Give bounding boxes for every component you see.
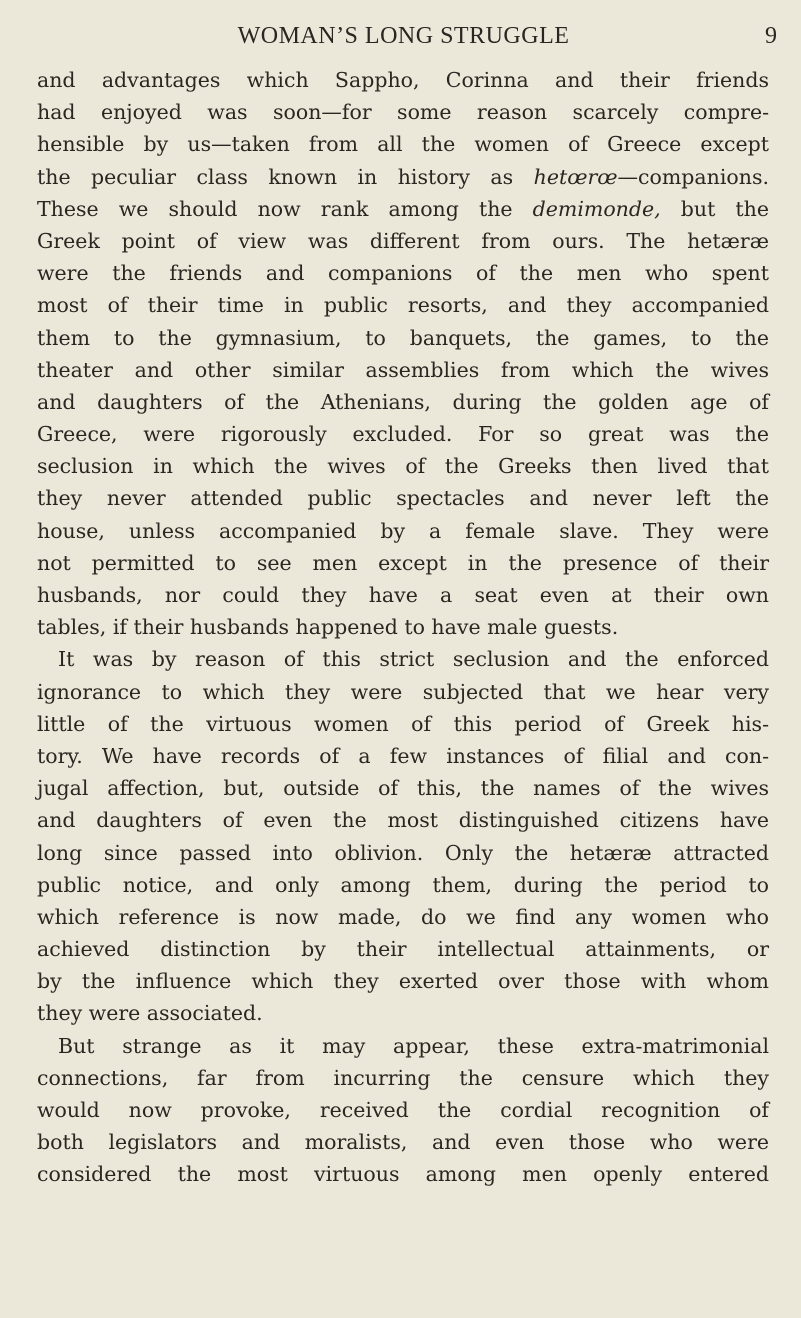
text-line: house, unless accompanied by a female slave. They were bbox=[37, 518, 769, 543]
page-number: 9 bbox=[765, 23, 777, 49]
italic-term: demimonde, bbox=[532, 196, 661, 221]
text-line: had enjoyed was soon—for some reason scarcely compre- bbox=[37, 100, 769, 125]
text-line: and daughters of the Athenians, during the golden age of bbox=[37, 389, 769, 414]
text-line: Greek point of view was different from ours. The hetæræ bbox=[37, 228, 769, 253]
text-line: both legislators and moralists, and even those who were bbox=[37, 1130, 769, 1155]
text-line: the peculiar class known in history as hetœrœ—companions. bbox=[37, 164, 769, 189]
text-line: and advantages which Sappho, Corinna and their friends bbox=[37, 68, 769, 92]
body-text bbox=[37, 64, 769, 1191]
text-line: seclusion in which the wives of the Greeks then lived that bbox=[37, 454, 769, 479]
text-line: would now provoke, received the cordial recognition of bbox=[37, 1098, 769, 1122]
text-line: they never attended public spectacles and never left the bbox=[37, 486, 769, 511]
text-line: achieved distinction by their intellectual attainments, or bbox=[37, 937, 769, 962]
text-line: which reference is now made, do we find any women who bbox=[37, 904, 769, 929]
text-line: connections, far from incurring the censure which they bbox=[37, 1065, 769, 1090]
text-line: husbands, nor could they have a seat even at their own bbox=[37, 583, 769, 607]
text-line: tory. We have records of a few instances of filial and con- bbox=[37, 743, 769, 768]
text-line: theater and other similar assemblies from which the wives bbox=[37, 357, 769, 382]
text-line: jugal affection, but, outside of this, the names of the wives bbox=[37, 776, 769, 801]
text-line: not permitted to see men except in the presence of their bbox=[37, 550, 769, 575]
text-line: It was by reason of this strict seclusion and the enforced bbox=[58, 647, 769, 672]
text-line: hensible by us—taken from all the women of Greece except bbox=[37, 132, 769, 157]
text-line: considered the most virtuous among men openly entered bbox=[37, 1162, 769, 1187]
running-head-title: WOMAN’S LONG STRUGGLE bbox=[237, 23, 570, 49]
italic-term: hetœrœ bbox=[533, 164, 618, 189]
text-line: little of the virtuous women of this period of Greek his- bbox=[37, 711, 769, 736]
text-line: were the friends and companions of the men who spent bbox=[37, 261, 769, 286]
text-line: But strange as it may appear, these extra-matrimonial bbox=[58, 1033, 769, 1058]
text-line: they were associated. bbox=[37, 1001, 263, 1026]
text-line: long since passed into oblivion. Only the hetæræ attracted bbox=[37, 840, 769, 865]
text-line: Greece, were rigorously excluded. For so great was the bbox=[37, 422, 769, 447]
text-line: most of their time in public resorts, and they accompanied bbox=[37, 293, 769, 318]
text-line: by the influence which they exerted over those with whom bbox=[37, 969, 769, 994]
text-line: public notice, and only among them, during the period to bbox=[37, 872, 769, 897]
text-line: and daughters of even the most distinguished citizens have bbox=[37, 808, 769, 833]
text-line: ignorance to which they were subjected that we hear very bbox=[37, 679, 769, 704]
text-line: them to the gymnasium, to banquets, the games, to the bbox=[37, 325, 769, 350]
text-line: tables, if their husbands happened to have male guests. bbox=[37, 615, 619, 640]
text-line: These we should now rank among the demimonde, but the bbox=[37, 196, 769, 221]
